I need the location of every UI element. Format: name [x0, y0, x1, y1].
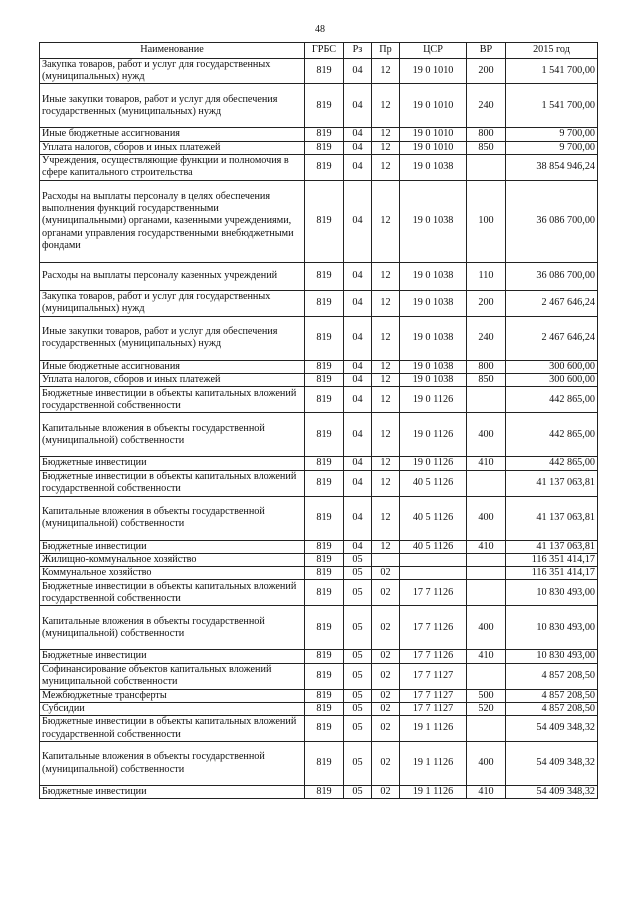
header-pr: Пр: [372, 43, 400, 59]
cell-name: Расходы на выплаты персоналу в целях обеспечения выполнения функций государственными (муниципальными) органами, казенными учреждениями, органами управления государственными внебюджетными фондами: [40, 180, 305, 262]
table-row: [40, 650, 598, 663]
cell-name: Бюджетные инвестиции: [40, 650, 305, 663]
table-row: [40, 141, 598, 154]
cell-amount: 300 600,00: [506, 360, 598, 373]
cell-rz: 04: [344, 262, 372, 290]
cell-name: Бюджетные инвестиции в объекты капитальных вложений государственной собственности: [40, 580, 305, 606]
cell-csr: 19 1 1126: [400, 786, 467, 799]
cell-vr: 400: [467, 413, 506, 457]
cell-grbs: 819: [305, 663, 344, 689]
cell-vr: [467, 567, 506, 580]
table-body: [40, 59, 598, 799]
cell-grbs: 819: [305, 413, 344, 457]
cell-rz: 05: [344, 553, 372, 566]
cell-amount: 4 857 208,50: [506, 702, 598, 715]
cell-vr: [467, 553, 506, 566]
table-row: [40, 580, 598, 606]
cell-rz: 04: [344, 290, 372, 316]
cell-pr: 02: [372, 606, 400, 650]
cell-rz: 04: [344, 360, 372, 373]
cell-name: Иные бюджетные ассигнования: [40, 128, 305, 141]
cell-amount: 54 409 348,32: [506, 716, 598, 742]
cell-name: Иные закупки товаров, работ и услуг для обеспечения государственных (муниципальных) нужд: [40, 84, 305, 128]
cell-grbs: 819: [305, 374, 344, 387]
cell-pr: 12: [372, 59, 400, 84]
cell-amount: 4 857 208,50: [506, 689, 598, 702]
table-row: [40, 470, 598, 496]
cell-csr: [400, 553, 467, 566]
cell-vr: 520: [467, 702, 506, 715]
cell-rz: 04: [344, 387, 372, 413]
cell-grbs: 819: [305, 360, 344, 373]
cell-rz: 04: [344, 374, 372, 387]
cell-amount: 1 541 700,00: [506, 59, 598, 84]
cell-csr: 17 7 1126: [400, 580, 467, 606]
cell-pr: 12: [372, 180, 400, 262]
cell-csr: 17 7 1126: [400, 606, 467, 650]
cell-vr: 240: [467, 84, 506, 128]
cell-pr: 12: [372, 360, 400, 373]
cell-vr: 200: [467, 290, 506, 316]
cell-name: Бюджетные инвестиции: [40, 540, 305, 553]
table-row: [40, 84, 598, 128]
cell-grbs: 819: [305, 154, 344, 180]
cell-grbs: 819: [305, 457, 344, 470]
cell-amount: 300 600,00: [506, 374, 598, 387]
cell-grbs: 819: [305, 553, 344, 566]
cell-name: Капитальные вложения в объекты государственной (муниципальной) собственности: [40, 606, 305, 650]
budget-table: [39, 42, 598, 799]
cell-vr: [467, 716, 506, 742]
cell-pr: 12: [372, 128, 400, 141]
cell-csr: 19 0 1010: [400, 84, 467, 128]
cell-csr: 19 0 1038: [400, 180, 467, 262]
cell-grbs: 819: [305, 540, 344, 553]
table-row: [40, 786, 598, 799]
table-row: [40, 496, 598, 540]
cell-amount: 2 467 646,24: [506, 316, 598, 360]
cell-grbs: 819: [305, 180, 344, 262]
cell-csr: 19 0 1010: [400, 141, 467, 154]
cell-name: Бюджетные инвестиции в объекты капитальных вложений государственной собственности: [40, 387, 305, 413]
table-row: [40, 553, 598, 566]
cell-rz: 04: [344, 540, 372, 553]
cell-amount: 10 830 493,00: [506, 650, 598, 663]
table-row: [40, 742, 598, 786]
table-row: [40, 606, 598, 650]
cell-pr: 02: [372, 580, 400, 606]
cell-amount: 116 351 414,17: [506, 567, 598, 580]
cell-grbs: 819: [305, 290, 344, 316]
cell-grbs: 819: [305, 496, 344, 540]
cell-pr: 02: [372, 716, 400, 742]
table-row: [40, 716, 598, 742]
cell-vr: 850: [467, 141, 506, 154]
cell-amount: 4 857 208,50: [506, 663, 598, 689]
table-row: [40, 154, 598, 180]
cell-vr: [467, 387, 506, 413]
page-number: 48: [315, 24, 325, 35]
cell-rz: 04: [344, 470, 372, 496]
cell-vr: 410: [467, 457, 506, 470]
cell-rz: 04: [344, 180, 372, 262]
cell-grbs: 819: [305, 606, 344, 650]
cell-csr: 17 7 1127: [400, 689, 467, 702]
cell-rz: 04: [344, 496, 372, 540]
cell-vr: [467, 154, 506, 180]
cell-rz: 05: [344, 650, 372, 663]
cell-rz: 05: [344, 606, 372, 650]
cell-amount: 442 865,00: [506, 457, 598, 470]
cell-pr: 12: [372, 387, 400, 413]
cell-name: Жилищно-коммунальное хозяйство: [40, 553, 305, 566]
table-row: [40, 180, 598, 262]
cell-grbs: 819: [305, 650, 344, 663]
cell-vr: 850: [467, 374, 506, 387]
cell-amount: 41 137 063,81: [506, 540, 598, 553]
cell-name: Иные бюджетные ассигнования: [40, 360, 305, 373]
cell-grbs: 819: [305, 689, 344, 702]
table-row: [40, 540, 598, 553]
header-row: [40, 43, 598, 59]
cell-csr: 19 0 1038: [400, 154, 467, 180]
header-grbs: ГРБС: [305, 43, 344, 59]
cell-csr: 40 5 1126: [400, 470, 467, 496]
cell-name: Бюджетные инвестиции: [40, 786, 305, 799]
cell-vr: 800: [467, 128, 506, 141]
cell-name: Капитальные вложения в объекты государственной (муниципальной) собственности: [40, 496, 305, 540]
cell-vr: [467, 663, 506, 689]
cell-csr: 19 0 1126: [400, 387, 467, 413]
table-row: [40, 567, 598, 580]
cell-grbs: 819: [305, 580, 344, 606]
cell-grbs: 819: [305, 567, 344, 580]
cell-vr: 410: [467, 650, 506, 663]
cell-vr: 800: [467, 360, 506, 373]
cell-pr: 12: [372, 374, 400, 387]
cell-rz: 04: [344, 154, 372, 180]
cell-csr: 19 0 1038: [400, 290, 467, 316]
cell-grbs: 819: [305, 84, 344, 128]
cell-csr: [400, 567, 467, 580]
cell-name: Капитальные вложения в объекты государственной (муниципальной) собственности: [40, 742, 305, 786]
table-row: [40, 290, 598, 316]
cell-csr: 19 1 1126: [400, 742, 467, 786]
cell-rz: 05: [344, 742, 372, 786]
cell-name: Бюджетные инвестиции в объекты капитальных вложений государственной собственности: [40, 716, 305, 742]
cell-rz: 05: [344, 716, 372, 742]
table-row: [40, 413, 598, 457]
cell-amount: 41 137 063,81: [506, 496, 598, 540]
cell-name: Расходы на выплаты персоналу казенных учреждений: [40, 262, 305, 290]
cell-name: Межбюджетные трансферты: [40, 689, 305, 702]
cell-grbs: 819: [305, 128, 344, 141]
cell-csr: 19 0 1038: [400, 262, 467, 290]
cell-amount: 9 700,00: [506, 128, 598, 141]
table-row: [40, 702, 598, 715]
cell-vr: [467, 470, 506, 496]
cell-rz: 04: [344, 84, 372, 128]
cell-rz: 04: [344, 141, 372, 154]
cell-amount: 1 541 700,00: [506, 84, 598, 128]
cell-rz: 04: [344, 59, 372, 84]
cell-pr: [372, 553, 400, 566]
cell-grbs: 819: [305, 262, 344, 290]
cell-grbs: 819: [305, 716, 344, 742]
cell-csr: 19 0 1010: [400, 128, 467, 141]
table-row: [40, 316, 598, 360]
cell-vr: 200: [467, 59, 506, 84]
cell-amount: 36 086 700,00: [506, 262, 598, 290]
cell-grbs: 819: [305, 387, 344, 413]
cell-pr: 12: [372, 413, 400, 457]
cell-grbs: 819: [305, 59, 344, 84]
cell-name: Коммунальное хозяйство: [40, 567, 305, 580]
cell-amount: 54 409 348,32: [506, 786, 598, 799]
cell-pr: 12: [372, 84, 400, 128]
cell-pr: 12: [372, 154, 400, 180]
cell-rz: 04: [344, 316, 372, 360]
cell-pr: 12: [372, 262, 400, 290]
cell-csr: 17 7 1126: [400, 650, 467, 663]
cell-rz: 04: [344, 128, 372, 141]
cell-amount: 442 865,00: [506, 387, 598, 413]
table-row: [40, 59, 598, 84]
cell-vr: 410: [467, 540, 506, 553]
cell-csr: 40 5 1126: [400, 496, 467, 540]
cell-pr: 02: [372, 567, 400, 580]
cell-name: Закупка товаров, работ и услуг для государственных (муниципальных) нужд: [40, 290, 305, 316]
cell-pr: 02: [372, 786, 400, 799]
table-row: [40, 387, 598, 413]
cell-amount: 9 700,00: [506, 141, 598, 154]
cell-csr: 19 0 1126: [400, 413, 467, 457]
cell-csr: 19 0 1126: [400, 457, 467, 470]
cell-amount: 10 830 493,00: [506, 606, 598, 650]
cell-pr: 12: [372, 141, 400, 154]
header-year: 2015 год: [506, 43, 598, 59]
table-row: [40, 457, 598, 470]
cell-pr: 12: [372, 470, 400, 496]
cell-name: Бюджетные инвестиции: [40, 457, 305, 470]
cell-vr: 100: [467, 180, 506, 262]
table-row: [40, 360, 598, 373]
cell-vr: 400: [467, 496, 506, 540]
cell-grbs: 819: [305, 470, 344, 496]
cell-pr: 02: [372, 689, 400, 702]
cell-name: Учреждения, осуществляющие функции и полномочия в сфере капитального строительства: [40, 154, 305, 180]
cell-name: Субсидии: [40, 702, 305, 715]
cell-vr: 410: [467, 786, 506, 799]
cell-grbs: 819: [305, 786, 344, 799]
cell-pr: 12: [372, 496, 400, 540]
cell-grbs: 819: [305, 316, 344, 360]
cell-amount: 54 409 348,32: [506, 742, 598, 786]
cell-rz: 04: [344, 457, 372, 470]
cell-pr: 12: [372, 457, 400, 470]
cell-name: Закупка товаров, работ и услуг для государственных (муниципальных) нужд: [40, 59, 305, 84]
table-row: [40, 689, 598, 702]
cell-vr: 240: [467, 316, 506, 360]
cell-amount: 442 865,00: [506, 413, 598, 457]
cell-amount: 38 854 946,24: [506, 154, 598, 180]
cell-name: Бюджетные инвестиции в объекты капитальных вложений государственной собственности: [40, 470, 305, 496]
cell-pr: 02: [372, 650, 400, 663]
header-vr: ВР: [467, 43, 506, 59]
cell-csr: 19 0 1010: [400, 59, 467, 84]
cell-rz: 05: [344, 786, 372, 799]
cell-pr: 02: [372, 742, 400, 786]
cell-amount: 10 830 493,00: [506, 580, 598, 606]
table-row: [40, 374, 598, 387]
cell-csr: 19 1 1126: [400, 716, 467, 742]
cell-csr: 19 0 1038: [400, 360, 467, 373]
cell-amount: 36 086 700,00: [506, 180, 598, 262]
table-row: [40, 663, 598, 689]
cell-grbs: 819: [305, 742, 344, 786]
cell-csr: 19 0 1038: [400, 316, 467, 360]
cell-rz: 05: [344, 567, 372, 580]
cell-csr: 17 7 1127: [400, 702, 467, 715]
header-rz: Рз: [344, 43, 372, 59]
table-row: [40, 262, 598, 290]
cell-pr: 12: [372, 290, 400, 316]
cell-pr: 12: [372, 316, 400, 360]
cell-vr: 110: [467, 262, 506, 290]
cell-vr: 500: [467, 689, 506, 702]
cell-name: Софинансирование объектов капитальных вложений муниципальной собственности: [40, 663, 305, 689]
cell-vr: 400: [467, 742, 506, 786]
header-name: Наименование: [40, 43, 305, 59]
cell-rz: 04: [344, 413, 372, 457]
cell-pr: 12: [372, 540, 400, 553]
cell-rz: 05: [344, 663, 372, 689]
cell-name: Уплата налогов, сборов и иных платежей: [40, 141, 305, 154]
cell-vr: 400: [467, 606, 506, 650]
cell-pr: 02: [372, 702, 400, 715]
cell-amount: 41 137 063,81: [506, 470, 598, 496]
header-csr: ЦСР: [400, 43, 467, 59]
cell-vr: [467, 580, 506, 606]
cell-amount: 2 467 646,24: [506, 290, 598, 316]
cell-name: Капитальные вложения в объекты государственной (муниципальной) собственности: [40, 413, 305, 457]
cell-amount: 116 351 414,17: [506, 553, 598, 566]
cell-name: Иные закупки товаров, работ и услуг для обеспечения государственных (муниципальных) нужд: [40, 316, 305, 360]
cell-grbs: 819: [305, 702, 344, 715]
cell-rz: 05: [344, 580, 372, 606]
cell-name: Уплата налогов, сборов и иных платежей: [40, 374, 305, 387]
cell-rz: 05: [344, 702, 372, 715]
cell-csr: 19 0 1038: [400, 374, 467, 387]
cell-csr: 17 7 1127: [400, 663, 467, 689]
cell-csr: 40 5 1126: [400, 540, 467, 553]
cell-pr: 02: [372, 663, 400, 689]
cell-rz: 05: [344, 689, 372, 702]
table-row: [40, 128, 598, 141]
cell-grbs: 819: [305, 141, 344, 154]
